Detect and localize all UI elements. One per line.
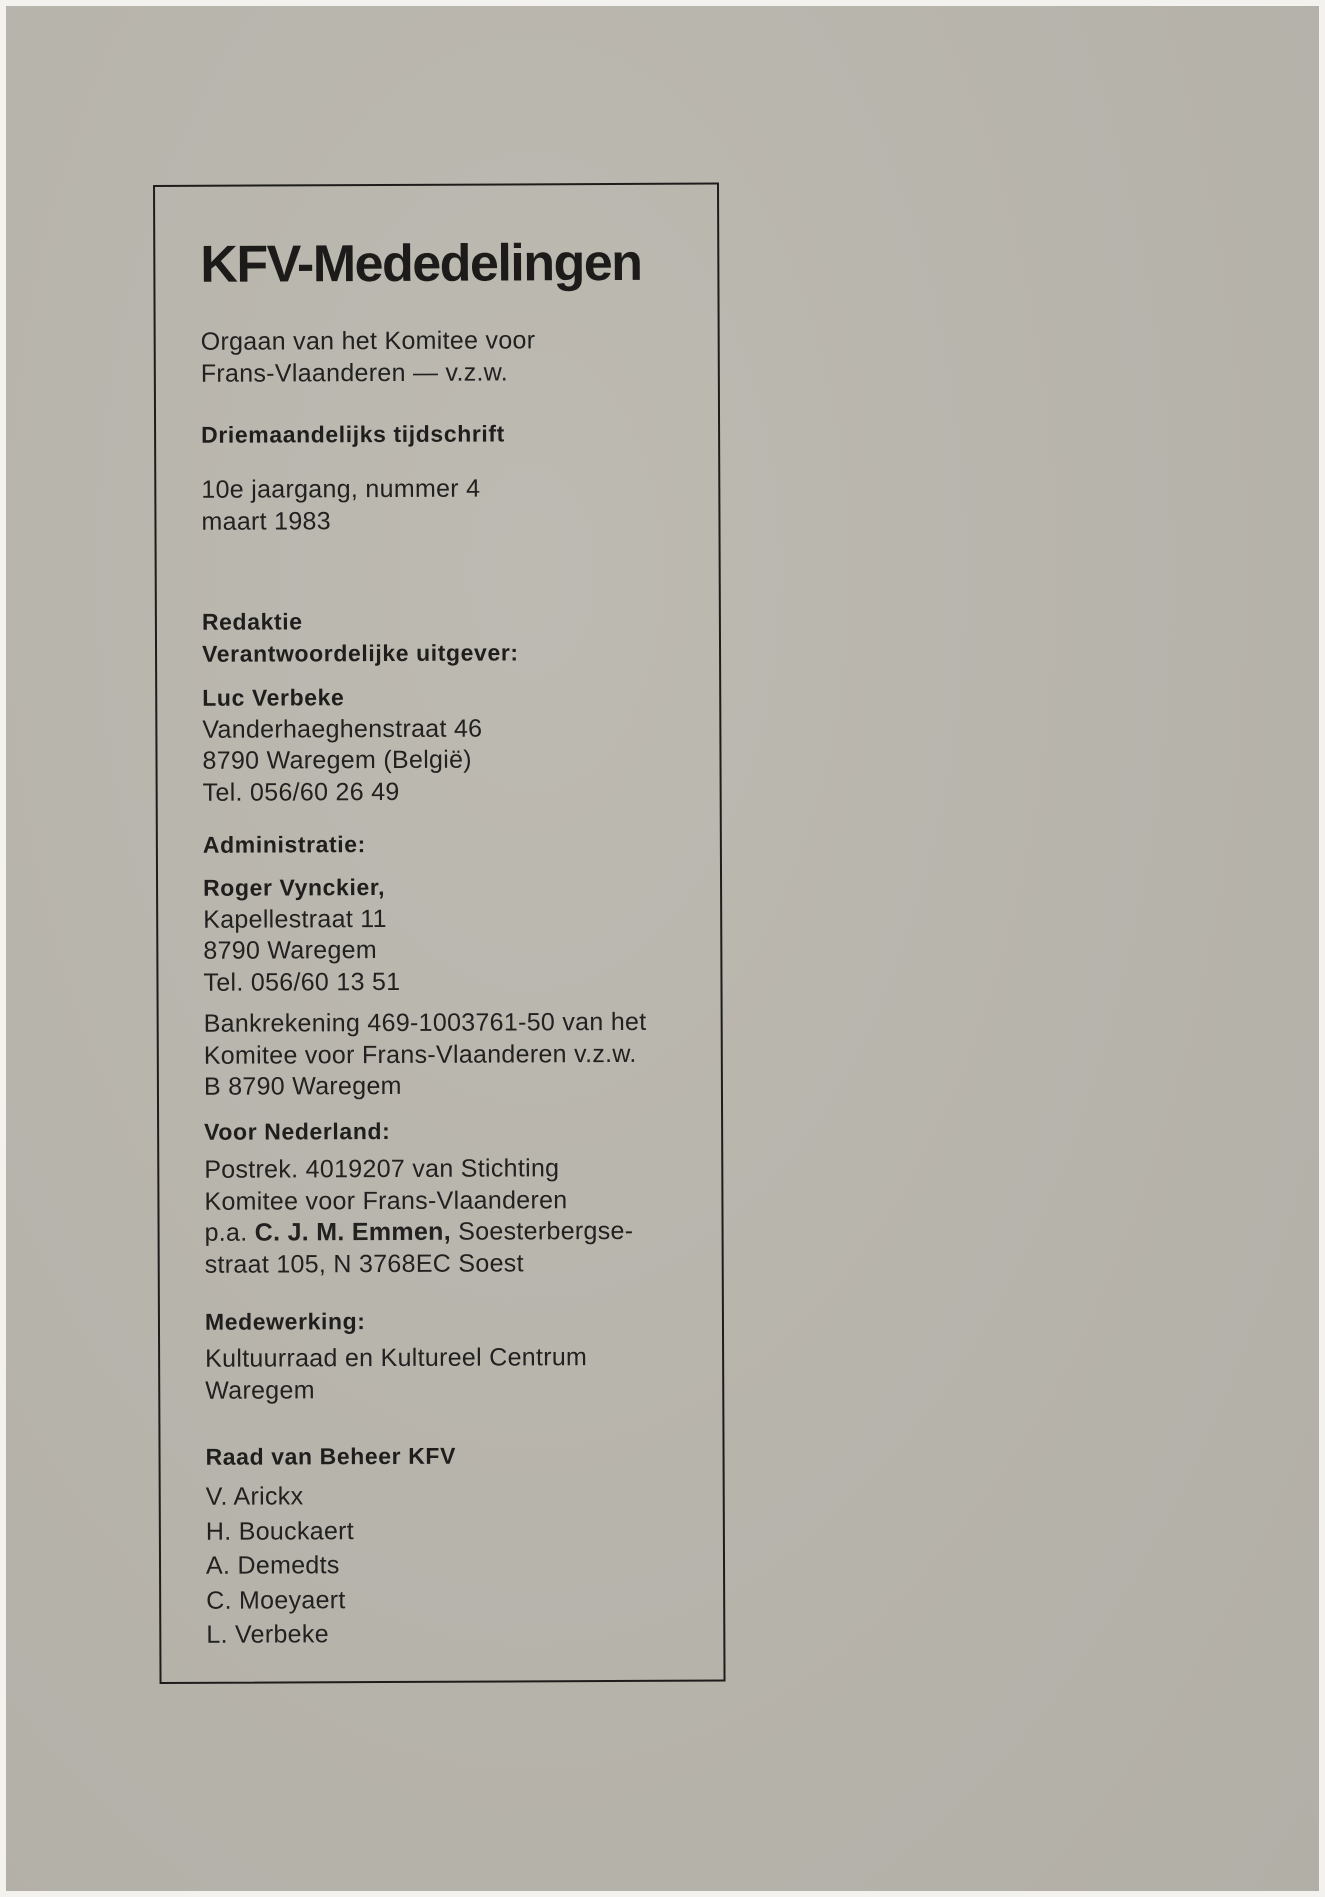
medewerking-line-2: Waregem	[205, 1375, 315, 1405]
periodicity-heading: Driemaandelijks tijdschrift	[201, 420, 505, 448]
administratie-name: Roger Vynckier,	[203, 873, 386, 901]
organ-line-2: Frans-Vlaanderen — v.z.w.	[200, 357, 509, 388]
raad-member: H. Bouckaert	[205, 1516, 355, 1546]
bank-block	[204, 1007, 647, 1103]
raad-heading: Raad van Beheer KFV	[205, 1442, 457, 1470]
issue-volume: 10e jaargang, nummer 4	[201, 474, 481, 504]
nederland-line-4: straat 105, N 3768EC Soest	[204, 1248, 524, 1279]
redaktie-heading-block	[202, 605, 519, 669]
paper-page	[6, 6, 1319, 1891]
raad-member: L. Verbeke	[206, 1620, 329, 1649]
nederland-block	[204, 1153, 633, 1281]
organ-block	[201, 325, 536, 389]
raad-member: A. Demedts	[205, 1551, 340, 1580]
redaktie-phone: Tel. 056/60 26 49	[202, 777, 400, 807]
nederland-line-2: Komitee voor Frans-Vlaanderen	[204, 1185, 568, 1216]
nederland-line-3	[205, 1216, 634, 1249]
nederland-heading: Voor Nederland:	[204, 1117, 391, 1145]
administratie-heading: Administratie:	[202, 831, 366, 858]
medewerking-heading: Medewerking:	[204, 1308, 366, 1335]
redaktie-name: Luc Verbeke	[202, 684, 345, 711]
administratie-address-block	[203, 872, 400, 999]
publisher-heading: Verantwoordelijke uitgever:	[201, 638, 519, 667]
colophon-content	[200, 185, 700, 1649]
raad-member: V. Arickx	[205, 1482, 304, 1511]
organ-line-1: Orgaan van het Komitee voor	[200, 326, 536, 356]
medewerking-line-1: Kultuurraad en Kultureel Centrum	[205, 1343, 588, 1373]
redaktie-heading: Redaktie	[201, 608, 303, 635]
bank-line-2: Komitee voor Frans-Vlaanderen v.z.w.	[203, 1039, 637, 1070]
medewerking-block	[205, 1342, 587, 1407]
bank-line-1: Bankrekening 469-1003761-50 van het	[203, 1007, 647, 1038]
raad-members-list	[206, 1479, 355, 1652]
issue-date: maart 1983	[201, 506, 331, 536]
redaktie-address-block	[202, 682, 483, 809]
nederland-line-1: Postrek. 4019207 van Stichting	[204, 1154, 560, 1184]
colophon-frame	[153, 183, 726, 1684]
nederland-contact-name: C. J. M. Emmen,	[254, 1217, 452, 1247]
bank-line-3: B 8790 Waregem	[203, 1071, 402, 1101]
nederland-line-3-suffix: Soesterbergse-	[458, 1216, 634, 1246]
administratie-city: 8790 Waregem	[203, 936, 378, 965]
redaktie-street: Vanderhaeghenstraat 46	[202, 714, 483, 744]
issue-block	[201, 474, 480, 538]
administratie-phone: Tel. 056/60 13 51	[203, 967, 401, 997]
magazine-title: KFV-Mededelingen	[200, 233, 642, 294]
nederland-line-3-prefix: p.a.	[204, 1218, 248, 1247]
raad-member: C. Moeyaert	[206, 1585, 346, 1615]
redaktie-city: 8790 Waregem (België)	[202, 745, 472, 775]
administratie-street: Kapellestraat 11	[203, 904, 387, 934]
